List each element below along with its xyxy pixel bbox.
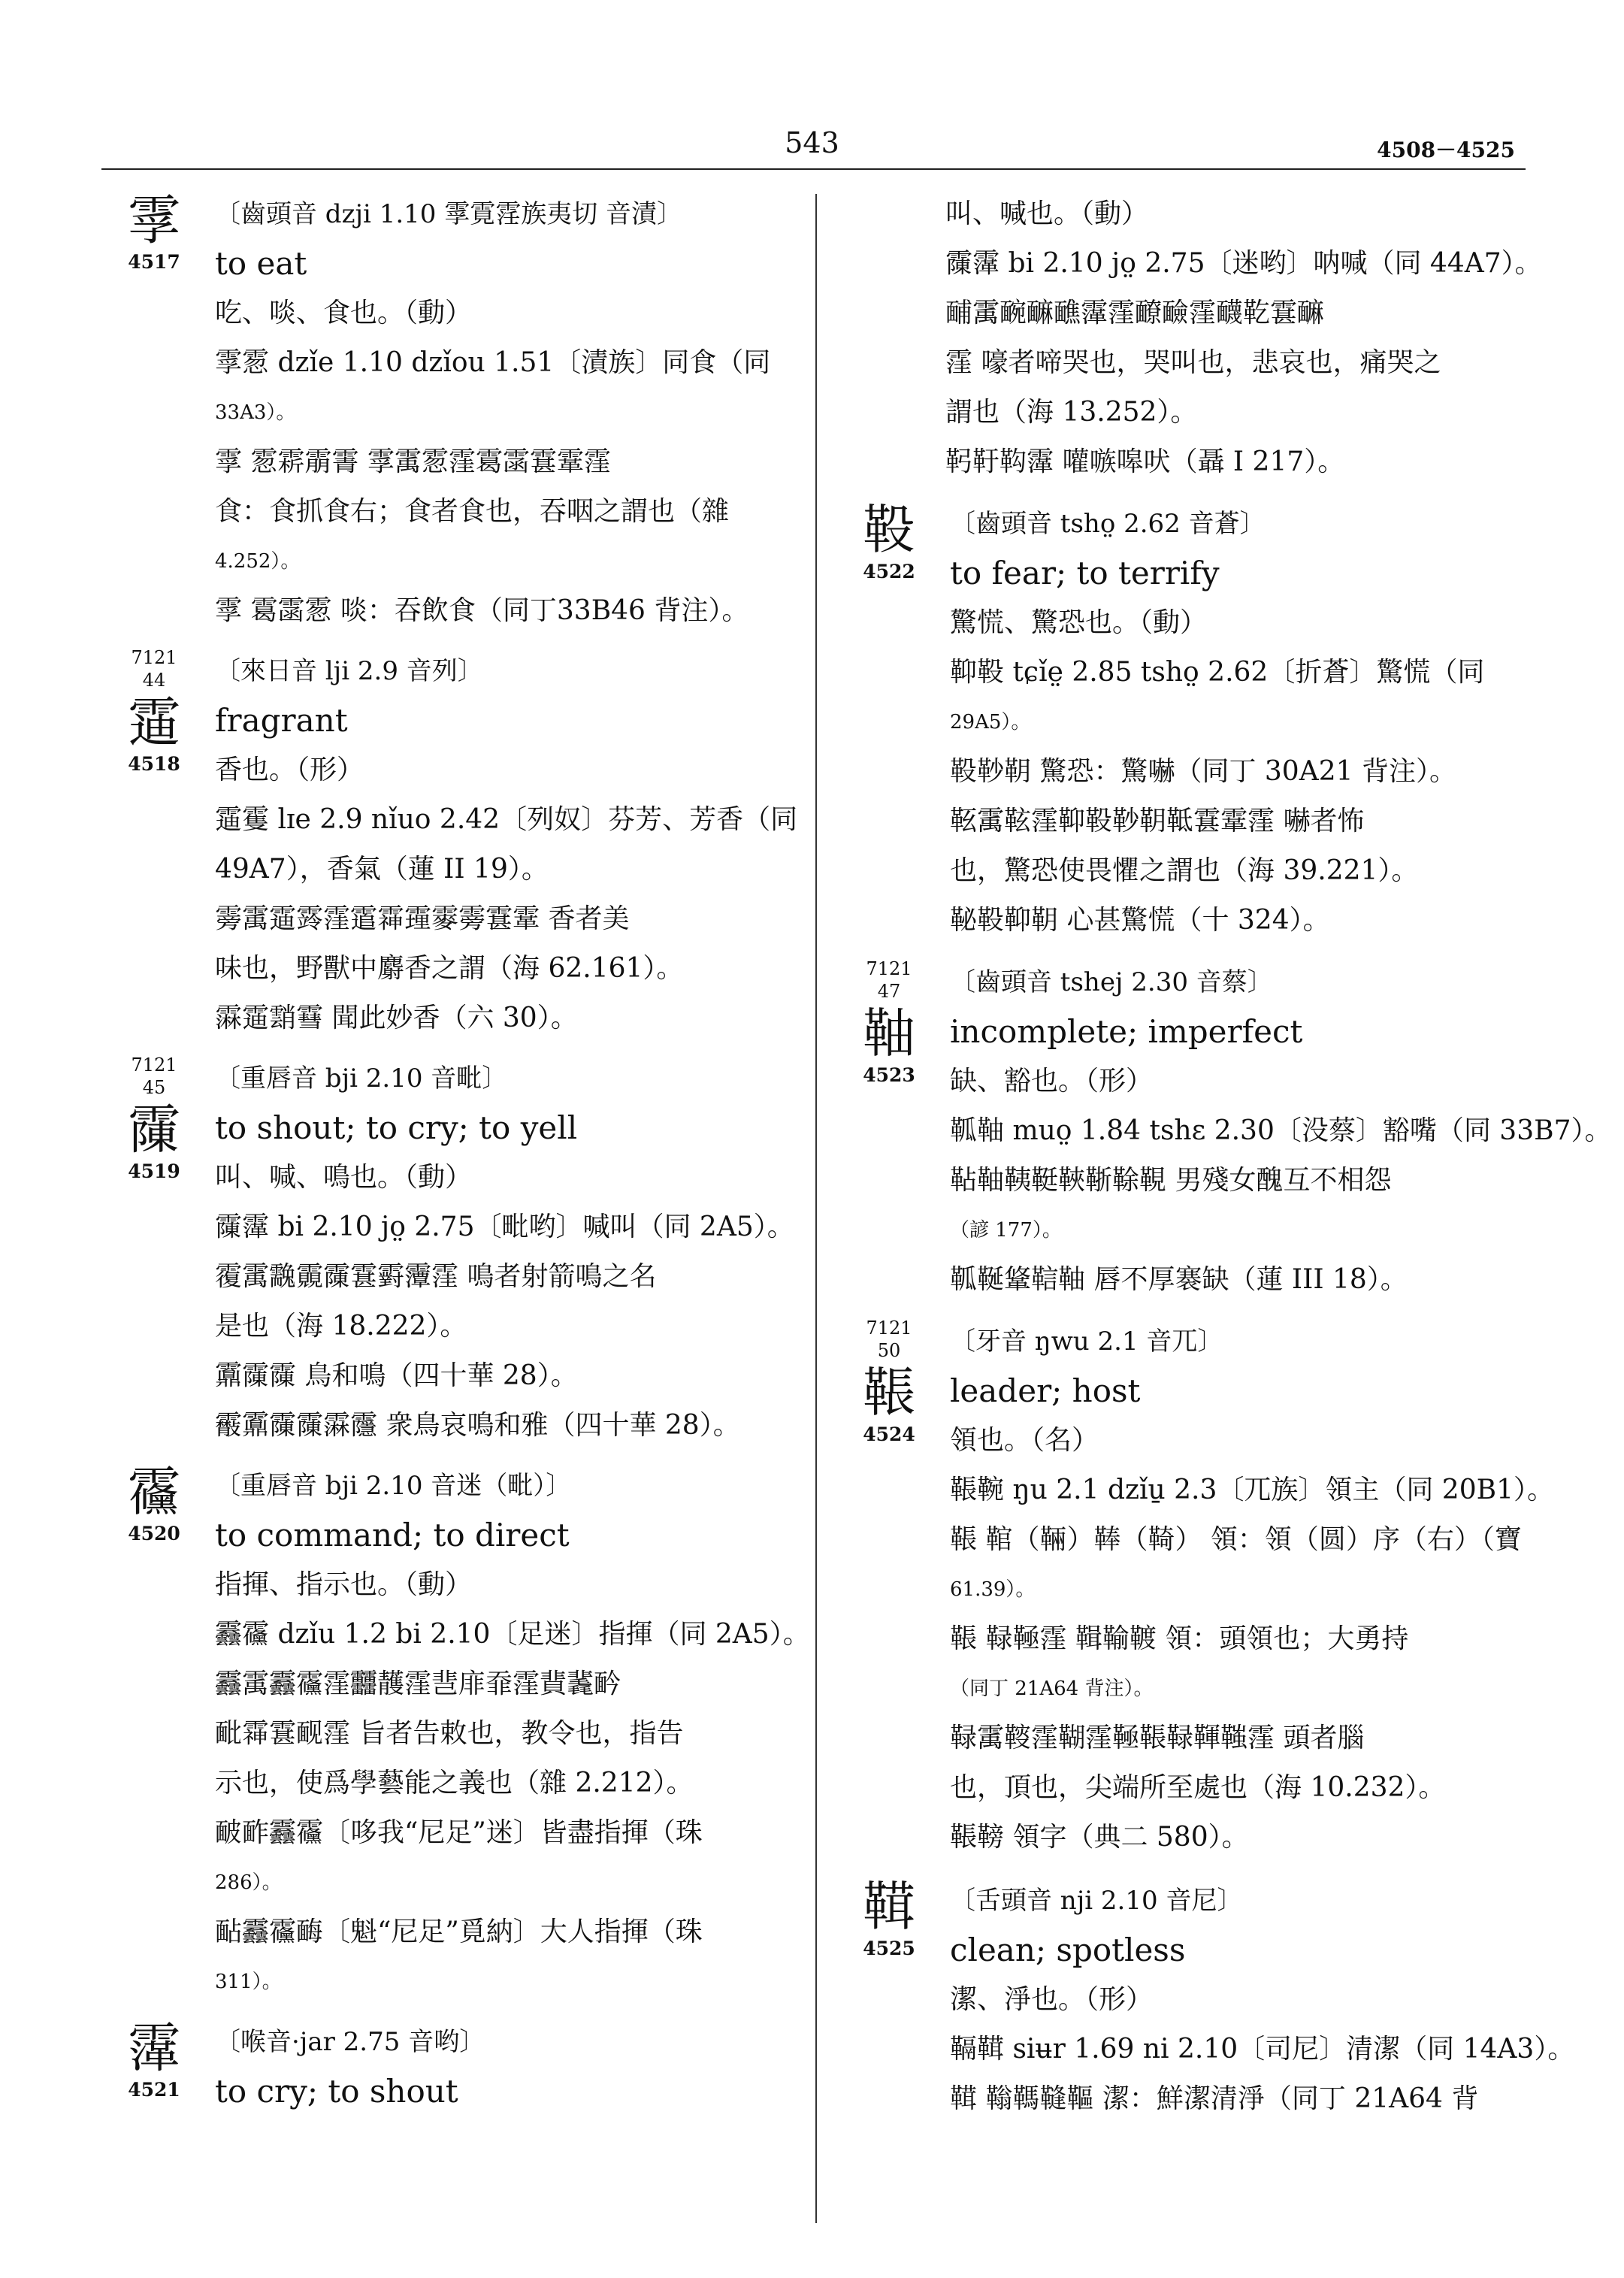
- entry-body: [215, 189, 803, 636]
- definition-line: 䩅䩆䨺䨹〔哆我“尼足”迷〕皆盡指揮（珠: [215, 1817, 703, 1848]
- pronunciation-line: 〔舌頭音 nji 2.10 音尼〕: [950, 1886, 1243, 1916]
- entry-number: 4518: [128, 753, 180, 775]
- dictionary-entry: [840, 189, 1542, 487]
- definition-line: 䨗 䨠䨡䨚 啖：吞飲食（同丁33B46 背注）。: [215, 595, 749, 626]
- definition-line: 䩨䩷 領字（典二 580）。: [950, 1822, 1249, 1853]
- entry-number: 4517: [128, 251, 180, 273]
- definition-line: 䩸 䩺䩻䩼䩽 潔：鮮潔清淨（同丁 21A64 背: [950, 2083, 1479, 2114]
- entry-number: 4520: [128, 1523, 180, 1544]
- definition-line: 䩘䨞䩙䨟䩕䩔䩖䩗䩚䨢䨣䨟 嚇者怖: [950, 806, 1365, 836]
- definition-line: 是也（海 18.222）。: [215, 1311, 467, 1342]
- left-column: [105, 189, 810, 2116]
- entry-code: 7121: [866, 1317, 912, 1339]
- pronunciation-line: 〔齒頭音 tsho̤ 2.62 音蒼〕: [950, 509, 1266, 539]
- entry-body: [215, 646, 803, 1043]
- entry-code-sub: 50: [877, 1340, 901, 1361]
- entry-marker: [840, 957, 938, 1087]
- entry-number: 4521: [128, 2079, 180, 2101]
- definition-line: 䩑䩒䩓䨰 嚾嗾嗥吠（聶 I 217）。: [945, 446, 1345, 477]
- definition-line: 領也。（名）: [950, 1425, 1099, 1456]
- entry-body: [950, 1876, 1575, 2124]
- definition-line: 䨶䨯䨯 鳥和鳴（四十華 28）。: [215, 1360, 578, 1391]
- entry-body: [950, 499, 1528, 945]
- definition-line: 䨯䨰 bi 2.10 jo̤ 2.75〔迷哟〕呐喊（同 44A7）。: [945, 248, 1542, 279]
- column-divider: [815, 194, 817, 2223]
- definition-line: 䩹䩸 siʉr 1.69 ni 2.10〔司尼〕清潔（同 14A3）。: [950, 2034, 1575, 2065]
- headword-glyph: 䨹: [128, 1461, 180, 1523]
- definition-line: 驚慌、驚恐也。（動）: [950, 607, 1208, 638]
- definition-line: （同丁 21A64 背注）。: [950, 1677, 1154, 1700]
- entry-number: 4525: [863, 1938, 915, 1959]
- definition-line: 䨷䨶䨯䨯䨬䨸 衆鳥哀鳴和雅（四十華 28）。: [215, 1410, 740, 1441]
- definition-line: 䩞䩜䩟䩠䩡䩢䩣䩤 男殘女醜互不相怨: [950, 1165, 1392, 1196]
- entry-marker: [105, 1461, 203, 1545]
- definition-line: 䩨 䩮䩯䨟 䩰䩱䩲 領：頭領也；大勇持: [950, 1623, 1409, 1654]
- definition-line: 叫、喊也。（動）: [945, 198, 1149, 229]
- entry-body: [950, 957, 1612, 1305]
- definition-line: 286）。: [215, 1871, 282, 1894]
- pronunciation-line: 〔重唇音 bji 2.10 音迷（毗）〕: [215, 1471, 572, 1501]
- dictionary-entry: [840, 1317, 1554, 1862]
- entry-code: 7121: [131, 647, 177, 668]
- dictionary-entry: [840, 1876, 1575, 2124]
- definition-line: 䨗 䨚䨛䨜䨝 䨗䨞䨚䨟䨠䨡䨢䨣䨟: [215, 446, 611, 477]
- entry-number: 4519: [128, 1160, 180, 1182]
- definition-line: 味也，野獸中麝香之謂（海 62.161）。: [215, 953, 684, 984]
- headword-glyph: 䩔: [863, 499, 915, 561]
- dictionary-entry: [840, 957, 1612, 1305]
- definition-line: 䩨䩩 ŋu 2.1 dzǐu̱ 2.3〔兀族〕領主（同 20B1）。: [950, 1475, 1554, 1505]
- definition-line: 䨱䨞䨲䨳䨯䨢䨴䨵䨟 鳴者射箭鳴之名: [215, 1261, 657, 1292]
- entry-code: 7121: [866, 958, 912, 979]
- headword-glyph: 䨰: [128, 2017, 180, 2079]
- dictionary-entry: [105, 1054, 803, 1451]
- definition-line: 潔、淨也。（形）: [950, 1984, 1154, 2015]
- dictionary-entry: [840, 499, 1528, 945]
- english-gloss: to fear; to terrify: [950, 555, 1220, 591]
- entry-number: 4523: [863, 1064, 915, 1086]
- pronunciation-line: 〔重唇音 bji 2.10 音毗〕: [215, 1063, 508, 1094]
- entry-marker: [105, 2017, 203, 2101]
- definition-line: 䨯䨰 bi 2.10 jo̤ 2.75〔毗哟〕喊叫（同 2A5）。: [215, 1212, 794, 1242]
- definition-line: 䩔䩖䩗 驚恐：驚嚇（同丁 30A21 背注）。: [950, 756, 1456, 787]
- dictionary-entry: [105, 189, 803, 636]
- dictionary-entry: [105, 1461, 810, 2007]
- entry-body: [215, 2017, 803, 2116]
- entry-body: [215, 1054, 803, 1451]
- definition-line: 29A5）。: [950, 711, 1031, 734]
- pronunciation-line: 〔喉音·jar 2.75 音哟〕: [215, 2027, 485, 2057]
- definition-line: （諺 177）。: [950, 1219, 1062, 1242]
- definition-line: 䩛䩔䩕䩗 心甚驚慌（十 324）。: [950, 905, 1330, 936]
- english-gloss: to command; to direct: [215, 1517, 570, 1553]
- entry-marker: [105, 189, 203, 274]
- entry-range: 4508－4525: [1377, 138, 1515, 162]
- definition-line: 䨤䨥 lɪe 2.9 nǐuo 2.42〔列奴〕芬芳、芳香（同: [215, 804, 798, 835]
- entry-code-sub: 45: [142, 1077, 166, 1098]
- entry-code: 7121: [131, 1054, 177, 1075]
- entry-marker: [105, 646, 203, 776]
- definition-line: 香也。（形）: [215, 755, 364, 785]
- headword-glyph: 䨗: [128, 189, 180, 251]
- english-gloss: to eat: [215, 245, 307, 282]
- entry-body: [215, 1461, 810, 2007]
- english-gloss: to cry; to shout: [215, 2073, 458, 2110]
- definition-line: 䩇䨺䨹䩈〔魁“尼足”覓納〕大人指揮（珠: [215, 1916, 703, 1947]
- pronunciation-line: 〔齒頭音 tshej 2.30 音蔡〕: [950, 967, 1273, 997]
- definition-line: 叫、喊、鳴也。（動）: [215, 1162, 473, 1193]
- english-gloss: to shout; to cry; to yell: [215, 1109, 578, 1146]
- english-gloss: incomplete; imperfect: [950, 1013, 1303, 1050]
- page-number: 543: [785, 126, 839, 159]
- definition-line: 䨟 嚎者啼哭也，哭叫也，悲哀也，痛哭之: [945, 347, 1441, 378]
- headword-glyph: 䨯: [128, 1099, 180, 1160]
- headword-glyph: 䩨: [863, 1362, 915, 1423]
- definition-line: 也，頂也，尖端所至處也（海 10.232）。: [950, 1772, 1446, 1803]
- definition-line: 指揮、指示也。（動）: [215, 1569, 473, 1600]
- entry-marker: [840, 1317, 938, 1446]
- definition-line: 䨗䨚 dzǐe 1.10 dzǐou 1.51〔漬族〕同食（同: [215, 347, 771, 378]
- entry-marker: [840, 499, 938, 583]
- entry-number: 4524: [863, 1423, 915, 1445]
- definition-line: 4.252）。: [215, 550, 301, 573]
- definition-line: 食：食抓食右；食者食也，吞咽之謂也（雜: [215, 496, 730, 527]
- entry-code-sub: 44: [142, 670, 166, 691]
- headword-glyph: 䨤: [128, 691, 180, 753]
- english-gloss: fragrant: [215, 702, 348, 739]
- header-rule: [101, 168, 1526, 170]
- entry-marker: [105, 1054, 203, 1183]
- definition-line: 䨬䨤䨭䨮 聞此妙香（六 30）。: [215, 1003, 578, 1033]
- definition-line: 33A3）。: [215, 401, 296, 424]
- pronunciation-line: 〔牙音 ŋwu 2.1 音兀〕: [950, 1327, 1223, 1357]
- definition-line: 䩨 䩪（䩫）䩬（䩭） 領：領（圆）序（右）（寶: [950, 1524, 1522, 1555]
- definition-line: 䩉䨞䩊䩋䩌䨰䨟䩍䩎䨟䩏䩐䨢䩋: [945, 298, 1325, 328]
- definition-line: 缺、豁也。（形）: [950, 1066, 1154, 1097]
- pronunciation-line: 〔來日音 lji 2.9 音列〕: [215, 656, 483, 686]
- english-gloss: leader; host: [950, 1372, 1141, 1409]
- definition-line: 49A7），香氣（蓮 II 19）。: [215, 854, 549, 885]
- entry-body: [950, 1317, 1554, 1862]
- definition-line: 䨦䨞䨤䨧䨟䨨䨩䨪䨫䨦䨢䨣 香者美: [215, 903, 630, 934]
- definition-line: 謂也（海 13.252）。: [945, 397, 1198, 428]
- definition-line: 311）。: [215, 1971, 282, 1993]
- definition-line: 䨺䨹 dzǐu 1.2 bi 2.10〔足迷〕指揮（同 2A5）。: [215, 1619, 810, 1650]
- definition-line: 䨺䨞䨺䨹䨟䨻䨼䨟䨽䨾䨿䨟䩀䩁䩂: [215, 1668, 621, 1699]
- definition-line: 䩃䨩䨢䩄䨟 旨者告敕也，教令也，指告: [215, 1718, 684, 1749]
- entry-code-sub: 47: [877, 981, 901, 1002]
- entry-marker: [840, 1876, 938, 1960]
- headword-glyph: 䩸: [863, 1876, 915, 1938]
- definition-line: 示也，使爲學藝能之義也（雜 2.212）。: [215, 1768, 694, 1799]
- definition-line: 61.39）。: [950, 1578, 1036, 1601]
- right-column: [840, 189, 1612, 2124]
- pronunciation-line: 〔齒頭音 dzji 1.10 䨗䨘䨙族夷切 音漬〕: [215, 199, 683, 229]
- definition-line: 䩝䩜 muo̤ 1.84 tshɛ 2.30〔没蔡〕豁嘴（同 33B7）。: [950, 1115, 1612, 1146]
- headword-glyph: 䩜: [863, 1003, 915, 1064]
- definition-line: 也，驚恐使畏懼之謂也（海 39.221）。: [950, 855, 1419, 886]
- dictionary-entry: [105, 2017, 803, 2116]
- definition-line: 䩮䨞䩳䨟䩴䨟䩯䩨䩮䩵䩶䨟 頭者腦: [950, 1723, 1365, 1753]
- definition-line: 䩕䩔 tɕǐe̤ 2.85 tsho̤ 2.62〔折蒼〕驚慌（同: [950, 657, 1485, 688]
- entry-number: 4522: [863, 561, 915, 582]
- dictionary-entry: [105, 646, 803, 1043]
- entry-body: [945, 189, 1542, 487]
- definition-line: 吃、啖、食也。（動）: [215, 298, 473, 328]
- definition-line: 䩝䩥䩦䩧䩜 唇不厚褰缺（蓮 III 18）。: [950, 1264, 1408, 1295]
- english-gloss: clean; spotless: [950, 1932, 1186, 1968]
